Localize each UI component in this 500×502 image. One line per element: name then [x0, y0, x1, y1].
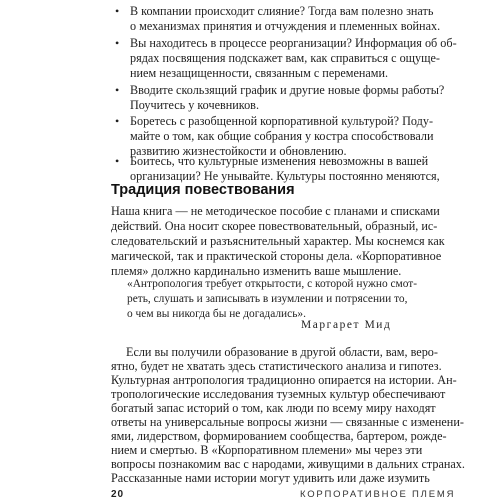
bullet-marker: •: [115, 36, 120, 50]
running-title: КОРПОРАТИВНОЕ ПЛЕМЯ: [300, 489, 456, 500]
quote-line: «Антропология требует открытости, с которой нужно смот-: [127, 278, 418, 290]
paragraph-2-line: Рассказанные нами истории могут удивить или даже изумить: [111, 471, 430, 485]
bullet-4-line-2: майте о том, как общие собрания у костра способствовали: [130, 129, 434, 143]
bullet-5-line-2: организации? Не унывайте. Культуры постоянно меняются,: [130, 169, 440, 183]
bullet-3-line-2: Поучитесь у кочевников.: [130, 98, 259, 112]
bullet-2-line-3: нием незащищенности, связанным с переменами.: [130, 66, 389, 80]
paragraph-2-line: тропологические исследования туземных культур обеспечивают: [111, 387, 446, 401]
bullet-3-line-1: Вводите скользящий график и другие новые формы работы?: [130, 83, 445, 97]
paragraph-2-line: ятно, будет не хватать здесь статистического анализа и гипотез.: [111, 359, 442, 373]
bullet-1-line-1: В компании происходит слияние? Тогда вам полезно знать: [130, 4, 434, 18]
quote-author: Маргарет Мид: [301, 319, 392, 331]
bullet-1-line-2: о механизмах принятия и отчуждения и племенных войнах.: [130, 19, 441, 33]
bullet-2-line-1: Вы находитесь в процессе реорганизации? Информация об об-: [130, 36, 457, 50]
page-number: 20: [111, 489, 125, 500]
bullet-4-line-1: Боретесь с разобщенной корпоративной культурой? Поду-: [130, 114, 434, 128]
paragraph-1-line: племя» должно кардинально изменить ваше мышление.: [111, 264, 402, 278]
paragraph-1-line: Наша книга — не методическое пособие с планами и списками: [111, 204, 440, 218]
paragraph-1-line: следовательский и разъяснительный характер. Мы коснемся как: [111, 234, 445, 248]
bullet-5-line-1: Боитесь, что культурные изменения невозможны в вашей: [130, 154, 429, 168]
bullet-2-line-2: рядах посвящения подскажет вам, как справиться с ощуще-: [130, 51, 440, 65]
bullet-marker: •: [115, 154, 120, 168]
paragraph-2-line: ями, лидерством, формированием сообщества, бартером, рожде-: [111, 429, 447, 443]
paragraph-2-line: Культурная антропология традиционно опирается на истории. Ан-: [111, 373, 457, 387]
paragraph-2-line: вопросы познакомим вас с народами, живущими в дальних странах.: [111, 457, 465, 471]
paragraph-2-line: нием и смертью. В «Корпоративном племени» мы через эти: [111, 443, 423, 457]
bullet-marker: •: [115, 114, 120, 128]
quote-line: реть, слушать и записывать в изумлении и потрясении то,: [127, 293, 408, 305]
paragraph-1-line: действий. Она носит скорее повествовательный, образный, ис-: [111, 219, 438, 233]
paragraph-2-line: Если вы получили образование в другой области, вам, веро-: [126, 345, 438, 359]
bullet-marker: •: [115, 83, 120, 97]
bullet-4-line-3: развитию жизнестойкости и обновлению.: [130, 144, 347, 158]
paragraph-2-line: ответы на универсальные вопросы жизни — связанные с изменени-: [111, 415, 464, 429]
section-heading: Традиция повествования: [111, 182, 295, 198]
paragraph-1-line: магической, так и практической стороны дела. «Корпоративное: [111, 249, 442, 263]
bullet-marker: •: [115, 4, 120, 18]
quote-line: о чем вы никогда бы не догадались».: [127, 308, 306, 320]
paragraph-2-line: богатый запас историй о том, как люди по всему миру находят: [111, 401, 436, 415]
